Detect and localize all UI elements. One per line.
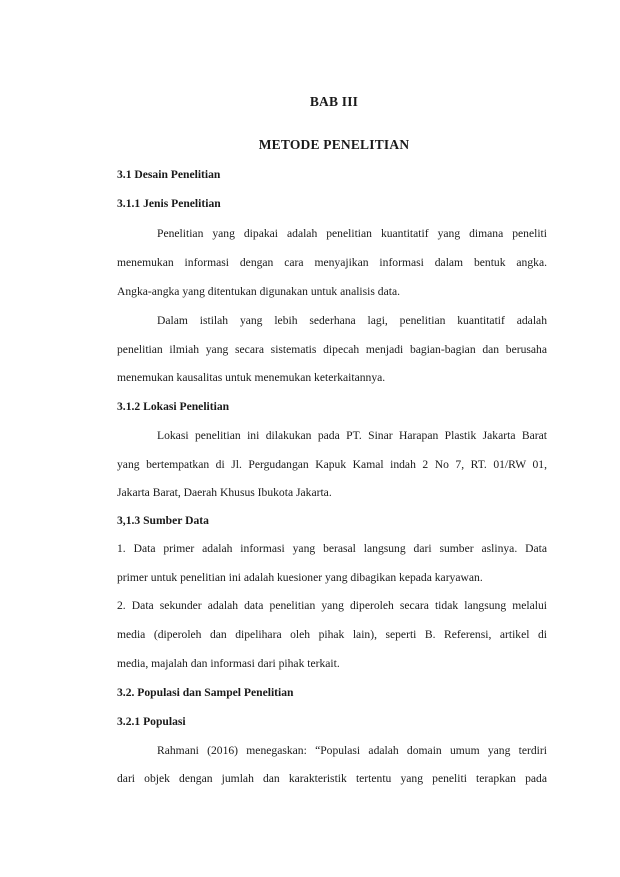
paragraph-line: media (diperoleh dan dipelihara oleh pihak lain), seperti B. Referensi, artikel di [117,628,547,641]
section-heading-3-1-2: 3.1.2 Lokasi Penelitian [117,400,230,413]
paragraph-line: menemukan kausalitas untuk menemukan keterkaitannya. [117,371,386,384]
paragraph-line: Jakarta Barat, Daerah Khusus Ibukota Jakarta. [117,486,332,499]
paragraph-line: dari objek dengan jumlah dan karakteristik tertentu yang peneliti terapkan pada [117,772,547,785]
paragraph-line: Dalam istilah yang lebih sederhana lagi, penelitian kuantitatif adalah [157,314,547,327]
paragraph-line: 2. Data sekunder adalah data penelitian yang diperoleh secara tidak langsung melalui [117,599,547,612]
chapter-number: BAB III [309,94,359,109]
paragraph-line: menemukan informasi dengan cara menyajikan informasi dalam bentuk angka. [117,256,547,269]
section-heading-3-1-1: 3.1.1 Jenis Penelitian [117,197,221,210]
paragraph-line: Angka-angka yang ditentukan digunakan untuk analisis data. [117,285,401,298]
paragraph-line: penelitian ilmiah yang secara sistematis dipecah menjadi bagian-bagian dan berusaha [117,343,547,356]
paragraph-line: Lokasi penelitian ini dilakukan pada PT. Sinar Harapan Plastik Jakarta Barat [157,429,547,442]
paragraph-line: primer untuk penelitian ini adalah kuesioner yang dibagikan kepada karyawan. [117,571,483,584]
section-heading-3-2-1: 3.2.1 Populasi [117,715,186,728]
paragraph-line: yang bertempatkan di Jl. Pergudangan Kapuk Kamal indah 2 No 7, RT. 01/RW 01, [117,458,547,471]
section-heading-3-1-3: 3,1.3 Sumber Data [117,514,209,527]
paragraph-line: Rahmani (2016) menegaskan: “Populasi adalah domain umum yang terdiri [157,744,547,757]
paragraph-line: media, majalah dan informasi dari pihak terkait. [117,657,340,670]
chapter-title: METODE PENELITIAN [258,137,410,152]
section-heading-3-2: 3.2. Populasi dan Sampel Penelitian [117,686,294,699]
paragraph-line: 1. Data primer adalah informasi yang berasal langsung dari sumber aslinya. Data [117,542,547,555]
paragraph-line: Penelitian yang dipakai adalah penelitian kuantitatif yang dimana peneliti [157,227,547,240]
section-heading-3-1: 3.1 Desain Penelitian [117,168,221,181]
